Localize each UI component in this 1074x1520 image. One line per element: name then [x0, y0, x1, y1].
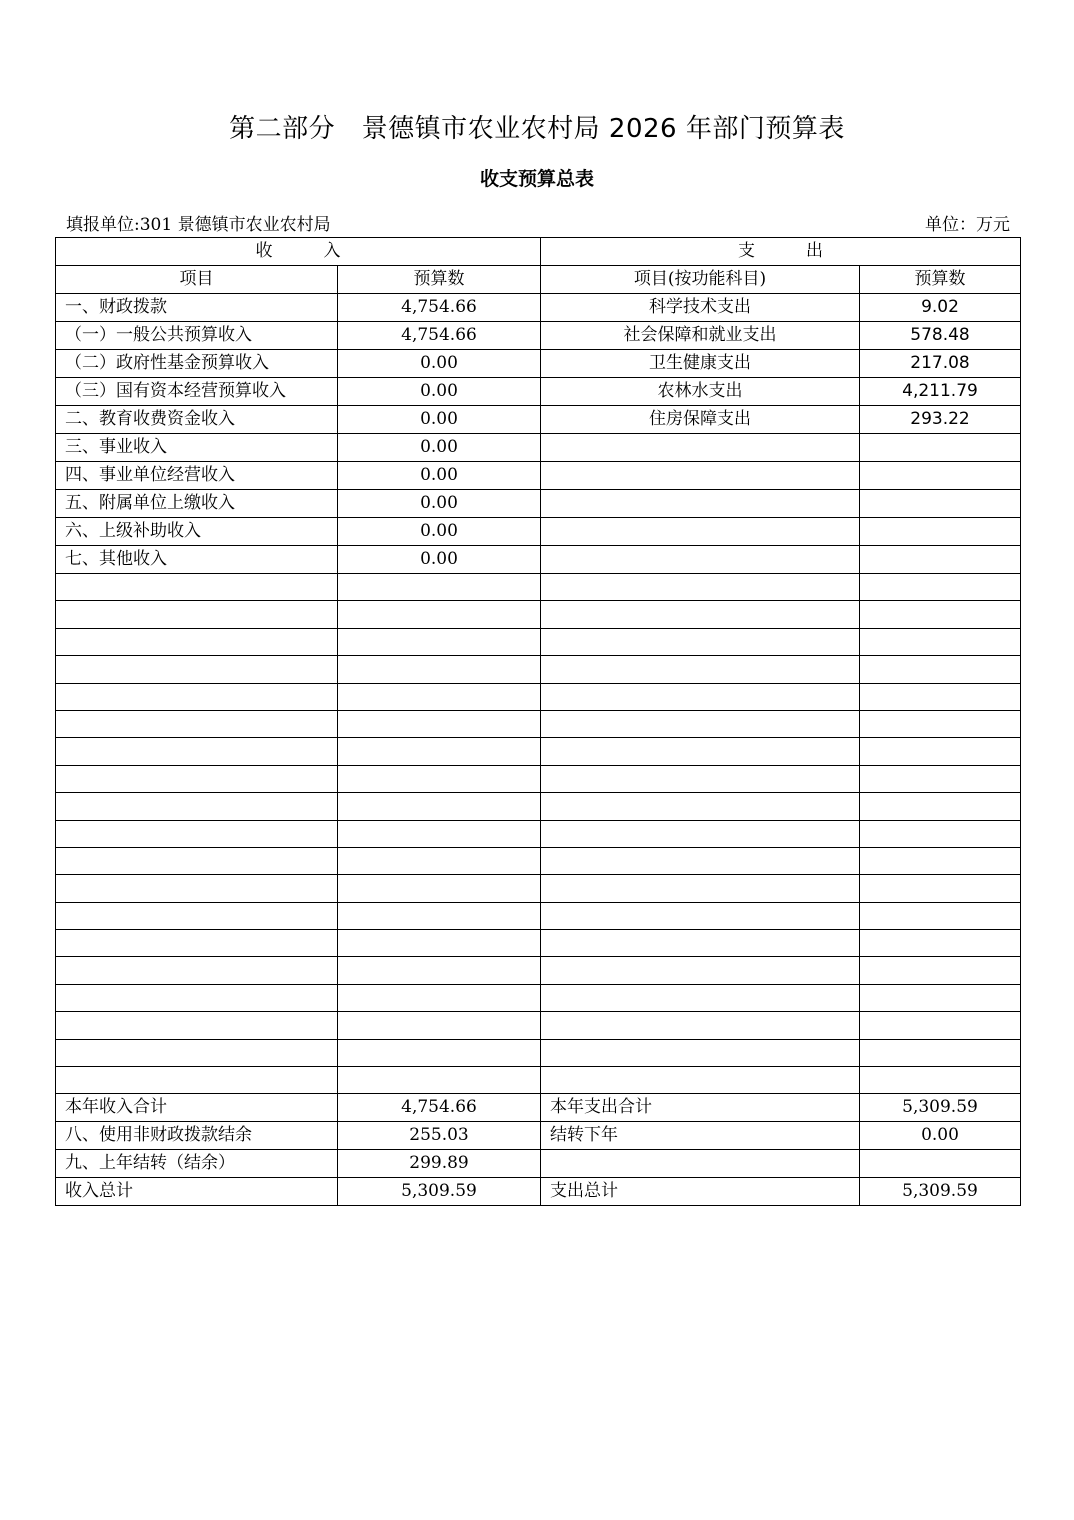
income-item-cell: [56, 957, 338, 984]
expense-item-cell: 本年支出合计: [541, 1094, 860, 1122]
expense-item-cell: [541, 1039, 860, 1066]
income-amount-cell: 0.00: [338, 462, 541, 490]
table-row: [56, 574, 1021, 601]
table-row: [56, 350, 1021, 378]
summary-row: [56, 1150, 1021, 1178]
income-amount-cell: [338, 930, 541, 957]
income-item-cell: （三）国有资本经营预算收入: [56, 378, 338, 406]
income-amount-cell: 4,754.66: [338, 294, 541, 322]
income-group-header: 收 入: [56, 238, 541, 266]
expense-amount-cell: [860, 628, 1021, 655]
expense-amount-cell: [860, 875, 1021, 902]
income-amount-cell: [338, 765, 541, 792]
table-row: [56, 957, 1021, 984]
income-amount-cell: [338, 710, 541, 737]
expense-amount-cell: [860, 1150, 1021, 1178]
table-row: [56, 930, 1021, 957]
income-amount-cell: [338, 957, 541, 984]
income-amount-cell: [338, 574, 541, 601]
expense-item-cell: 住房保障支出: [541, 406, 860, 434]
expense-amount-cell: [860, 793, 1021, 820]
expense-item-cell: [541, 656, 860, 683]
income-amount-cell: [338, 738, 541, 765]
expense-amount-cell: [860, 683, 1021, 710]
income-amount-cell: 4,754.66: [338, 1094, 541, 1122]
expense-amount-cell: [860, 738, 1021, 765]
expense-item-cell: [541, 518, 860, 546]
expense-item-cell: [541, 793, 860, 820]
table-row: [56, 1067, 1021, 1094]
income-item-cell: [56, 601, 338, 628]
expense-item-cell: [541, 1012, 860, 1039]
table-row: [56, 875, 1021, 902]
column-header-row: [56, 266, 1021, 294]
table-row: [56, 322, 1021, 350]
expense-amount-cell: [860, 1067, 1021, 1094]
expense-amount-cell: 0.00: [860, 1122, 1021, 1150]
table-row: [56, 294, 1021, 322]
expense-amount-cell: [860, 574, 1021, 601]
income-item-cell: 一、财政拨款: [56, 294, 338, 322]
expense-amount-cell: [860, 902, 1021, 929]
expense-item-cell: [541, 1067, 860, 1094]
expense-amount-cell: 4,211.79: [860, 378, 1021, 406]
expense-item-cell: [541, 875, 860, 902]
income-amount-cell: [338, 793, 541, 820]
income-item-cell: [56, 820, 338, 847]
expense-amount-cell: 293.22: [860, 406, 1021, 434]
expense-amount-cell: 217.08: [860, 350, 1021, 378]
income-amount-cell: 0.00: [338, 406, 541, 434]
income-item-cell: [56, 656, 338, 683]
table-row: [56, 518, 1021, 546]
expense-item-cell: [541, 765, 860, 792]
table-row: [56, 1012, 1021, 1039]
expense-item-header: 项目(按功能科目): [541, 266, 860, 294]
income-amount-cell: [338, 1067, 541, 1094]
expense-item-cell: [541, 434, 860, 462]
table-row: [56, 793, 1021, 820]
table-row: [56, 406, 1021, 434]
table-row: [56, 683, 1021, 710]
expense-item-cell: [541, 574, 860, 601]
expense-amount-cell: [860, 490, 1021, 518]
expense-item-cell: [541, 710, 860, 737]
expense-item-cell: [541, 820, 860, 847]
expense-item-cell: 科学技术支出: [541, 294, 860, 322]
income-amount-cell: 0.00: [338, 434, 541, 462]
income-item-cell: [56, 683, 338, 710]
table-row: [56, 434, 1021, 462]
income-item-cell: （二）政府性基金预算收入: [56, 350, 338, 378]
expense-item-cell: [541, 738, 860, 765]
income-item-cell: [56, 1012, 338, 1039]
table-row: [56, 738, 1021, 765]
expense-item-cell: [541, 683, 860, 710]
expense-amount-cell: [860, 1039, 1021, 1066]
expense-item-cell: [541, 462, 860, 490]
income-item-cell: [56, 847, 338, 874]
summary-row: [56, 1178, 1021, 1206]
expense-item-cell: [541, 601, 860, 628]
expense-amount-cell: [860, 820, 1021, 847]
income-item-cell: [56, 793, 338, 820]
income-amount-cell: 4,754.66: [338, 322, 541, 350]
expense-amount-cell: [860, 462, 1021, 490]
expense-item-cell: 结转下年: [541, 1122, 860, 1150]
expense-item-cell: 卫生健康支出: [541, 350, 860, 378]
table-row: [56, 546, 1021, 574]
income-item-cell: [56, 628, 338, 655]
income-item-cell: 四、事业单位经营收入: [56, 462, 338, 490]
income-item-cell: [56, 875, 338, 902]
income-amount-cell: [338, 847, 541, 874]
income-item-cell: 九、上年结转（结余）: [56, 1150, 338, 1178]
income-amount-header: 预算数: [338, 266, 541, 294]
income-amount-cell: [338, 1012, 541, 1039]
income-item-cell: 收入总计: [56, 1178, 338, 1206]
income-amount-cell: [338, 875, 541, 902]
income-amount-cell: [338, 1039, 541, 1066]
group-header-row: [56, 238, 1021, 266]
expense-item-cell: 支出总计: [541, 1178, 860, 1206]
expense-item-cell: [541, 628, 860, 655]
income-item-cell: 五、附属单位上缴收入: [56, 490, 338, 518]
income-amount-cell: 0.00: [338, 546, 541, 574]
table-row: [56, 1039, 1021, 1066]
income-item-cell: [56, 930, 338, 957]
income-amount-cell: [338, 984, 541, 1011]
income-item-cell: [56, 738, 338, 765]
summary-row: [56, 1122, 1021, 1150]
expense-amount-cell: [860, 957, 1021, 984]
currency-unit: 单位：万元: [925, 215, 1010, 235]
income-amount-cell: [338, 628, 541, 655]
income-item-cell: [56, 765, 338, 792]
income-amount-cell: [338, 601, 541, 628]
table-row: [56, 490, 1021, 518]
income-item-cell: 本年收入合计: [56, 1094, 338, 1122]
expense-item-cell: [541, 984, 860, 1011]
income-amount-cell: 0.00: [338, 350, 541, 378]
expense-amount-cell: [860, 546, 1021, 574]
income-amount-cell: 0.00: [338, 518, 541, 546]
expense-amount-cell: 5,309.59: [860, 1094, 1021, 1122]
expense-amount-cell: [860, 518, 1021, 546]
expense-item-cell: 农林水支出: [541, 378, 860, 406]
expense-amount-cell: 9.02: [860, 294, 1021, 322]
table-row: [56, 378, 1021, 406]
table-row: [56, 902, 1021, 929]
budget-table: [55, 237, 1021, 1206]
table-row: [56, 462, 1021, 490]
income-item-cell: [56, 902, 338, 929]
income-item-cell: 六、上级补助收入: [56, 518, 338, 546]
income-item-cell: 七、其他收入: [56, 546, 338, 574]
expense-group-header: 支 出: [541, 238, 1021, 266]
expense-amount-cell: [860, 847, 1021, 874]
expense-amount-cell: [860, 601, 1021, 628]
income-amount-cell: 5,309.59: [338, 1178, 541, 1206]
expense-amount-cell: [860, 656, 1021, 683]
income-item-cell: [56, 1067, 338, 1094]
expense-amount-header: 预算数: [860, 266, 1021, 294]
expense-amount-cell: 578.48: [860, 322, 1021, 350]
income-item-cell: [56, 574, 338, 601]
page-title: 第二部分 景德镇市农业农村局 2026 年部门预算表: [229, 114, 845, 144]
table-row: [56, 601, 1021, 628]
income-item-cell: 二、教育收费资金收入: [56, 406, 338, 434]
expense-item-cell: [541, 957, 860, 984]
income-amount-cell: 255.03: [338, 1122, 541, 1150]
table-row: [56, 820, 1021, 847]
table-subtitle: 收支预算总表: [479, 168, 594, 190]
income-amount-cell: [338, 902, 541, 929]
expense-item-cell: [541, 546, 860, 574]
income-amount-cell: 0.00: [338, 378, 541, 406]
income-amount-cell: [338, 683, 541, 710]
expense-amount-cell: [860, 710, 1021, 737]
table-row: [56, 656, 1021, 683]
income-amount-cell: 299.89: [338, 1150, 541, 1178]
income-item-cell: （一）一般公共预算收入: [56, 322, 338, 350]
expense-amount-cell: [860, 984, 1021, 1011]
summary-row: [56, 1094, 1021, 1122]
expense-item-cell: [541, 902, 860, 929]
income-item-header: 项目: [56, 266, 338, 294]
expense-amount-cell: [860, 765, 1021, 792]
income-item-cell: 八、使用非财政拨款结余: [56, 1122, 338, 1150]
expense-amount-cell: [860, 1012, 1021, 1039]
table-row: [56, 847, 1021, 874]
table-row: [56, 628, 1021, 655]
income-amount-cell: [338, 820, 541, 847]
income-item-cell: 三、事业收入: [56, 434, 338, 462]
income-item-cell: [56, 710, 338, 737]
table-row: [56, 765, 1021, 792]
expense-item-cell: [541, 930, 860, 957]
expense-amount-cell: 5,309.59: [860, 1178, 1021, 1206]
reporting-unit: 填报单位:301 景德镇市农业农村局: [66, 215, 331, 235]
expense-item-cell: [541, 847, 860, 874]
expense-item-cell: [541, 490, 860, 518]
income-amount-cell: 0.00: [338, 490, 541, 518]
expense-item-cell: 社会保障和就业支出: [541, 322, 860, 350]
income-item-cell: [56, 1039, 338, 1066]
expense-item-cell: [541, 1150, 860, 1178]
table-row: [56, 710, 1021, 737]
table-row: [56, 984, 1021, 1011]
expense-amount-cell: [860, 930, 1021, 957]
income-item-cell: [56, 984, 338, 1011]
expense-amount-cell: [860, 434, 1021, 462]
income-amount-cell: [338, 656, 541, 683]
